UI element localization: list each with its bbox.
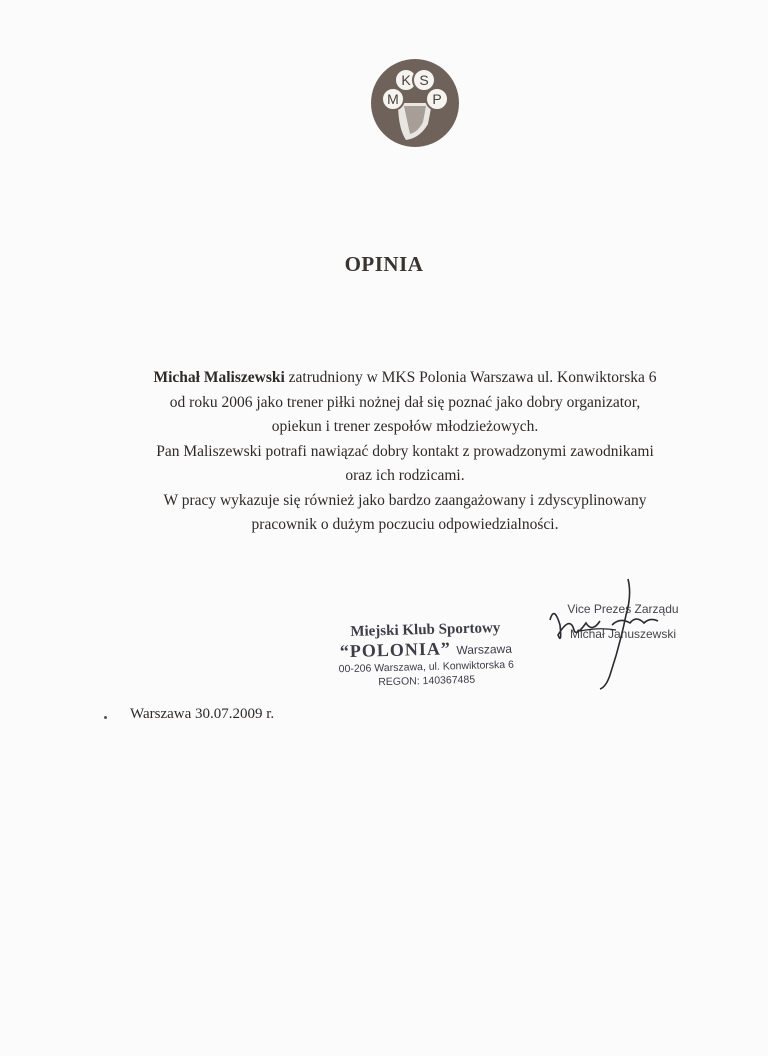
body-line-1 — [120, 366, 690, 391]
signer-role: Vice Prezes Zarządu — [567, 602, 679, 616]
logo-letter-m: M — [387, 91, 399, 107]
stamp-city: Warszawa — [456, 641, 513, 658]
document-date: Warszawa 30.07.2009 r. — [130, 706, 275, 722]
body-line-2: od roku 2006 jako trener piłki nożnej dał się poznać jako dobry organizator, — [169, 393, 641, 411]
body-line-1-rest: zatrudniony w MKS Polonia Warszawa ul. Konwiktorska 6 — [284, 369, 657, 386]
stamp-club-name: Miejski Klub Sportowy — [350, 620, 501, 640]
body-line-4: Pan Maliszewski potrafi nawiązać dobry kontakt z prowadzonymi zawodnikami — [156, 442, 654, 460]
body-line-7: pracownik o dużym poczuciu odpowiedzialności. — [251, 516, 559, 533]
document-title: OPINIA — [344, 252, 424, 276]
logo-letter-k: K — [401, 72, 411, 88]
scan-speck — [104, 716, 107, 719]
logo-letter-p: P — [432, 91, 442, 107]
body-line-3: opiekun i trener zespołów młodzieżowych. — [271, 418, 539, 435]
mks-polonia-logo — [370, 58, 460, 148]
signer-name: Michał Januszewski — [569, 627, 677, 641]
stamp-address: 00-206 Warszawa, ul. Konwiktorska 6 — [338, 658, 515, 676]
handwritten-signature — [540, 575, 680, 695]
stamp-regon: REGON: 140367485 — [378, 673, 476, 689]
body-line-5: oraz ich rodzicami. — [345, 467, 465, 484]
employee-name: Michał Maliszewski — [153, 369, 285, 386]
opinion-body — [120, 366, 690, 538]
body-line-6: W pracy wykazuje się również jako bardzo zaangażowany i zdyscyplinowany — [163, 491, 647, 509]
logo-letter-s: S — [419, 72, 429, 88]
stamp-polonia: “POLONIA” — [339, 638, 452, 662]
club-stamp — [335, 620, 517, 691]
